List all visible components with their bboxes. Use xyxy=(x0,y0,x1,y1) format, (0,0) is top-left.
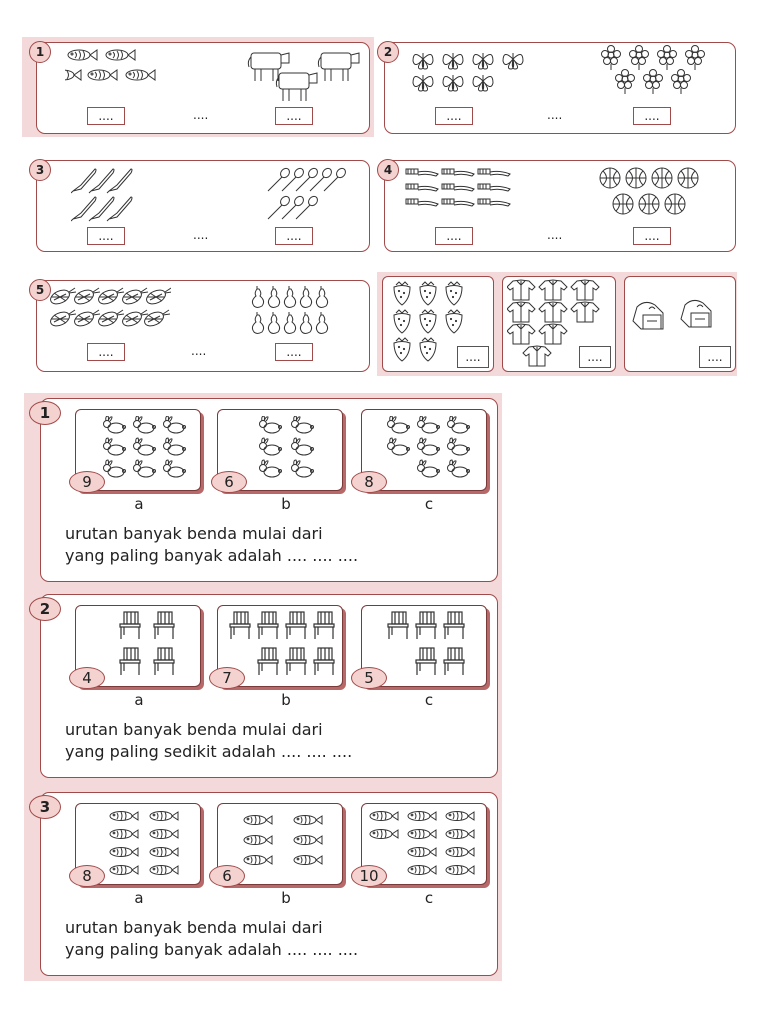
bag-tile xyxy=(624,276,736,372)
pear-icon xyxy=(249,285,339,339)
top-exercise-5 xyxy=(36,280,370,372)
top-exercise-4 xyxy=(384,160,736,252)
count-badge-a: 8 xyxy=(69,865,105,887)
count-badge-b: 6 xyxy=(209,865,245,887)
left-answer-box[interactable]: .... xyxy=(435,227,473,245)
bottom-exercise-1 xyxy=(40,398,498,582)
comparison-blank[interactable]: .... xyxy=(193,228,209,242)
exercise-number-badge: 1 xyxy=(29,41,51,63)
count-badge-c: 5 xyxy=(351,667,387,689)
left-answer-box[interactable]: .... xyxy=(87,343,125,361)
right-answer-box[interactable]: .... xyxy=(275,343,313,361)
left-answer-box[interactable]: .... xyxy=(87,227,125,245)
fish-icon xyxy=(65,47,185,93)
count-badge-c: 8 xyxy=(351,471,387,493)
option-letter-c: c xyxy=(424,691,434,709)
top-exercise-3 xyxy=(36,160,370,252)
exercise-number-badge: 3 xyxy=(29,159,51,181)
chair-icon xyxy=(386,610,476,680)
comparison-blank[interactable]: .... xyxy=(193,108,209,122)
bag-icon xyxy=(631,299,721,339)
cow-icon xyxy=(247,47,369,105)
exercise-number-badge: 1 xyxy=(29,401,61,425)
exercise-number-badge: 5 xyxy=(29,279,51,301)
shirt-tile xyxy=(502,276,616,372)
option-letter-a: a xyxy=(134,495,144,513)
count-badge-a: 4 xyxy=(69,667,105,689)
exercise-number-badge: 3 xyxy=(29,795,61,819)
right-answer-box[interactable]: .... xyxy=(275,107,313,125)
question-line-1: urutan banyak benda mulai dari xyxy=(65,918,323,937)
option-letter-b: b xyxy=(281,495,291,513)
rabbit-icon xyxy=(102,416,202,486)
rabbit-icon xyxy=(258,416,328,486)
ball-icon xyxy=(599,167,709,217)
question-line-1: urutan banyak benda mulai dari xyxy=(65,720,323,739)
chair-icon xyxy=(118,610,188,680)
count-badge-a: 9 xyxy=(69,471,105,493)
option-letter-b: b xyxy=(281,691,291,709)
count-badge-b: 7 xyxy=(209,667,245,689)
option-letter-b: b xyxy=(281,889,291,907)
answer-box[interactable]: .... xyxy=(699,346,731,368)
bottom-exercise-3 xyxy=(40,792,498,976)
option-letter-a: a xyxy=(134,691,144,709)
strawberry-tile xyxy=(382,276,494,372)
flower-icon xyxy=(599,45,709,95)
question-line-2[interactable]: yang paling banyak adalah .... .... .... xyxy=(65,940,359,959)
fish-icon xyxy=(368,808,484,880)
fish-icon xyxy=(242,812,332,874)
butterfly-icon xyxy=(411,49,531,95)
bottom-exercise-2 xyxy=(40,594,498,778)
question-line-1: urutan banyak benda mulai dari xyxy=(65,524,323,543)
exercise-number-badge: 2 xyxy=(377,41,399,63)
comparison-blank[interactable]: .... xyxy=(547,108,563,122)
left-answer-box[interactable]: .... xyxy=(87,107,125,125)
comparison-blank[interactable]: .... xyxy=(191,344,207,358)
comparison-blank[interactable]: .... xyxy=(547,228,563,242)
option-letter-a: a xyxy=(134,889,144,907)
right-answer-box[interactable]: .... xyxy=(633,107,671,125)
top-exercise-1 xyxy=(36,42,370,134)
toothbrush-icon xyxy=(405,167,515,213)
question-line-2[interactable]: yang paling banyak adalah .... .... .... xyxy=(65,546,359,565)
chair-icon xyxy=(228,610,346,680)
spoon-icon xyxy=(265,167,355,225)
fish-icon xyxy=(108,808,188,880)
count-badge-c: 10 xyxy=(351,865,387,887)
pineapple-icon xyxy=(47,283,171,335)
option-letter-c: c xyxy=(424,889,434,907)
question-line-2[interactable]: yang paling sedikit adalah .... .... .... xyxy=(65,742,353,761)
right-answer-box[interactable]: .... xyxy=(275,227,313,245)
exercise-number-badge: 2 xyxy=(29,597,61,621)
count-badge-b: 6 xyxy=(211,471,247,493)
answer-box[interactable]: .... xyxy=(457,346,489,368)
top-exercise-2 xyxy=(384,42,736,134)
right-answer-box[interactable]: .... xyxy=(633,227,671,245)
exercise-number-badge: 4 xyxy=(377,159,399,181)
option-letter-c: c xyxy=(424,495,434,513)
left-answer-box[interactable]: .... xyxy=(435,107,473,125)
answer-box[interactable]: .... xyxy=(579,346,611,368)
rabbit-icon xyxy=(386,416,486,486)
knife-icon xyxy=(71,167,151,223)
